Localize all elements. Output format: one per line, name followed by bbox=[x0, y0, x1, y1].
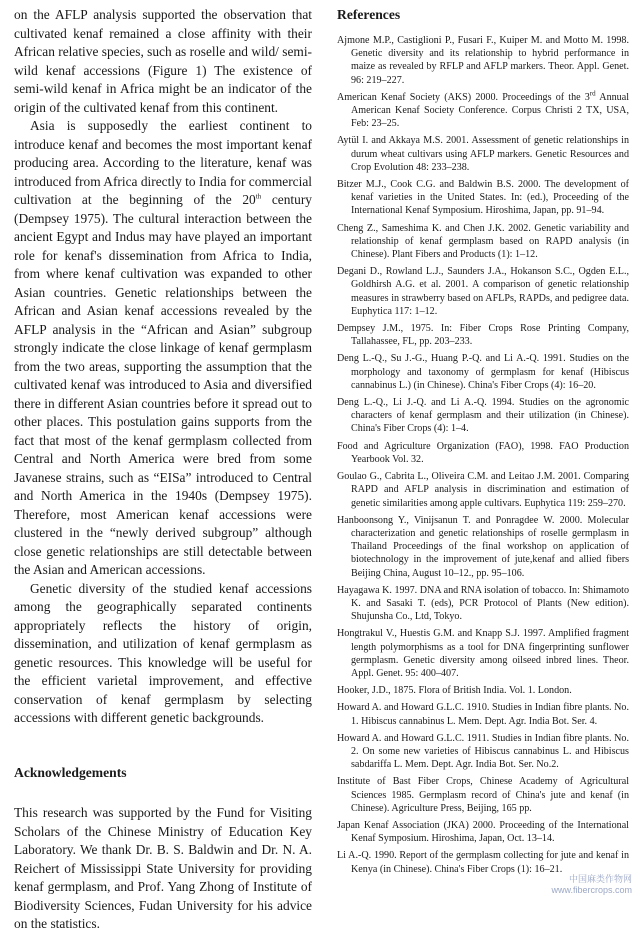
reference-item: Aytül I. and Akkaya M.S. 2001. Assessment of genetic relationships in durum wheat cultivars using AFLP markers. Genetic Resources and Crop Evolution 48: 233–238. bbox=[337, 135, 629, 173]
reference-item: Howard A. and Howard G.L.C. 1911. Studies in Indian fibre plants. No. 2. On some new varieties of Hibiscus cannabinus L. and Hibiscus sabdariffa L. Mem. Dept. Agr. India Bot. Ser. No.2. bbox=[337, 732, 629, 771]
reference-item: Bitzer M.J., Cook C.G. and Baldwin B.S. 2000. The development of kenaf varieties in the United States. In: (ed.), Proceeding of the International Kenaf Symposium. Hiroshima, Japan, pp. 91–94. bbox=[337, 179, 629, 217]
reference-item: Dempsey J.M., 1975. In: Fiber Crops Rose Printing Company, Tallahassee, FL, pp. 203–233. bbox=[337, 323, 629, 348]
body-paragraph-3: Genetic diversity of the studied kenaf accessions among the geographically separated continents appropriately reflects the history of origin, dissemination, and utilization of kenaf germplasm as genetic resources. This knowledge will be useful for the efficient varietal improvement, and effective conservation of kenaf germplasm by selecting accessions with different genetic backgrounds. bbox=[14, 580, 312, 725]
reference-item: Hooker, J.D., 1875. Flora of British India. Vol. 1. London. bbox=[337, 685, 572, 697]
reference-item: Deng L.-Q., Li J.-Q. and Li A.-Q. 1994. Studies on the agronomic characters of kenaf germplasm and their utilization (in Chinese). China's Fiber Crops (4): 1–4. bbox=[337, 397, 629, 435]
reference-item: Food and Agriculture Organization (FAO), 1998. FAO Production Yearbook Vol. 32. bbox=[337, 440, 629, 465]
acknowledgements-heading: Acknowledgements bbox=[14, 764, 127, 780]
reference-list bbox=[337, 34, 629, 876]
acknowledgements-text: This research was supported by the Fund for Visiting Scholars of the Chinese Ministry of Education Key Laboratory. We thank Dr. B. S. Baldwin and Dr. N. A. Reichert of Mississippi State University for providing kenaf germplasm, and Prof. Yang Zhong of Institute of Biodiversity Sciences, Fudan University for his advice on the statistics. bbox=[14, 805, 312, 931]
watermark-url: www.fibercrops.com bbox=[551, 885, 632, 895]
watermark-site-name: 中国麻类作物网 bbox=[568, 874, 632, 884]
reference-item: Cheng Z., Sameshima K. and Chen J.K. 2002. Genetic variability and relationship of kenaf germplasm based on RAPD analysis (in Chinese). Plant Fibers and Products (1): 1–12. bbox=[337, 222, 629, 261]
left-text-column bbox=[14, 6, 312, 934]
references-heading: References bbox=[337, 7, 401, 22]
reference-item: Hanboonsong Y., Vinijsanun T. and Ponragdee W. 2000. Molecular characterization and genetic relationships of roselle germplasm in Thailand Proceedings of the final workshop on application of biotechnology in the improvement of jute,kenaf and allied fibers Beijing China, August 10–12., pp. 95–106. bbox=[337, 514, 629, 579]
reference-item: Li A.-Q. 1990. Report of the germplasm collecting for jute and kenaf in Kenya (in Chinese). China's Fiber Crops (1): 16–21. bbox=[337, 850, 629, 875]
reference-item: Ajmone M.P., Castiglioni P., Fusari F., Kuiper M. and Motto M. 1998. Genetic diversity and its relationship to hybrid performance in maize as revealed by RFLP and AFLP markers. Theor. Appl. Genet. 96: 219–227. bbox=[337, 35, 629, 86]
reference-item: Hongtrakul V., Huestis G.M. and Knapp S.J. 1997. Amplified fragment length polymorphisms as a tool for DNA fingerprinting sunflower germplasm. Genetic diversity among oilseed inbred lines. Theor. Appl. Genet. 95: 400–407. bbox=[337, 628, 629, 679]
site-watermark bbox=[551, 874, 632, 896]
reference-item: Howard A. and Howard G.L.C. 1910. Studies in Indian fibre plants. No. 1. Hibiscus cannabinus L. Mem. Dept. Agr. India Bot. Ser. 4. bbox=[337, 702, 629, 727]
reference-item: Goulao G., Cabrita L., Oliveira C.M. and Leitao J.M. 2001. Comparing RAPD and AFLP analysis in discrimination and estimation of genetic similarities among apple cultivars. Euphytica 119: 259–270. bbox=[337, 471, 629, 509]
reference-item: Japan Kenaf Association (JKA) 2000. Proceeding of the International Kenaf Symposium. Hiroshima, Japan, Oct. 13–14. bbox=[337, 819, 629, 845]
body-paragraph-2: Asia is supposedly the earliest continent to introduce kenaf and becomes the most important kenaf producing area. According to the literature, kenaf was introduced from Africa directly to India for commercial cultivation at the beginning of the 20th century (Dempsey 1975). The cultural interaction between the ancient Egypt and Indus may have played an important role for kenaf's dissemination from Africa to India, from where kenaf cultivation was expanded to other Asian countries. Genetic relationships between the African and Asian kenaf accessions revealed by the AFLP analysis in the “African and Asian” subgroup strongly indicate the close linkage of kenaf germplasm from the two areas, supporting the assumption that the cultivated kenaf was introduced to Asia and diversified there in different Asian countries before it spread out to other places. This postulation gains supports from the fact that most of the kenaf germplasm collected from Central and North America were bred from some Javanese strains, such as “EISa” introduced to Central and North America in the 1940s (Dempsey 1975). Therefore, most American kenaf accessions were clustered in the “newly derived subgroup” although close genetic relationships are still detectable between the Asian and American accessions. bbox=[14, 118, 313, 577]
reference-item: Hayagawa K. 1997. DNA and RNA isolation of tobacco. In: Shimamoto K. and Sasaki T. (eds), PCR Protocol of Plants (New edition). Shujunsha Co., Ltd, Tokyo. bbox=[337, 584, 629, 623]
reference-item: Deng L.-Q., Su J.-G., Huang P.-Q. and Li A.-Q. 1991. Studies on the morphology and taxonomy of germplasm for kenaf (Hibiscus cannabinus L.) (in Chinese). China's Fiber Crops (4): 16–20. bbox=[337, 353, 629, 391]
reference-item: Institute of Bast Fiber Crops, Chinese Academy of Agricultural Sciences 1985. Germplasm record of China's jute and kenaf (in Chinese). Agriculture Press, Beijing, 165 pp. bbox=[337, 776, 629, 814]
reference-item: American Kenaf Society (AKS) 2000. Proceedings of the 3rd Annual American Kenaf Society Conference. Corpus Christi 2 TX, USA, Feb: 23–25. bbox=[337, 89, 629, 130]
references-column bbox=[337, 6, 629, 880]
reference-item: Degani D., Rowland L.J., Saunders J.A., Hokanson S.C., Ogden E.L., Goldhirsh A.G. et al. 2001. A comparison of genetic relationship measures in strawberry based on AFLPs, RAPDs, and pedigree data. Euphytica 117: 1–12. bbox=[337, 266, 629, 317]
body-paragraph-1: on the AFLP analysis supported the observation that cultivated kenaf remained a close affinity with their African relative species, such as roselle and wild/ semi-wild kenaf accessions (Figure 1) The existence of semi-wild kenaf in Africa might be an indicator of the origin of the cultivated kenaf from this continent. bbox=[14, 7, 312, 115]
